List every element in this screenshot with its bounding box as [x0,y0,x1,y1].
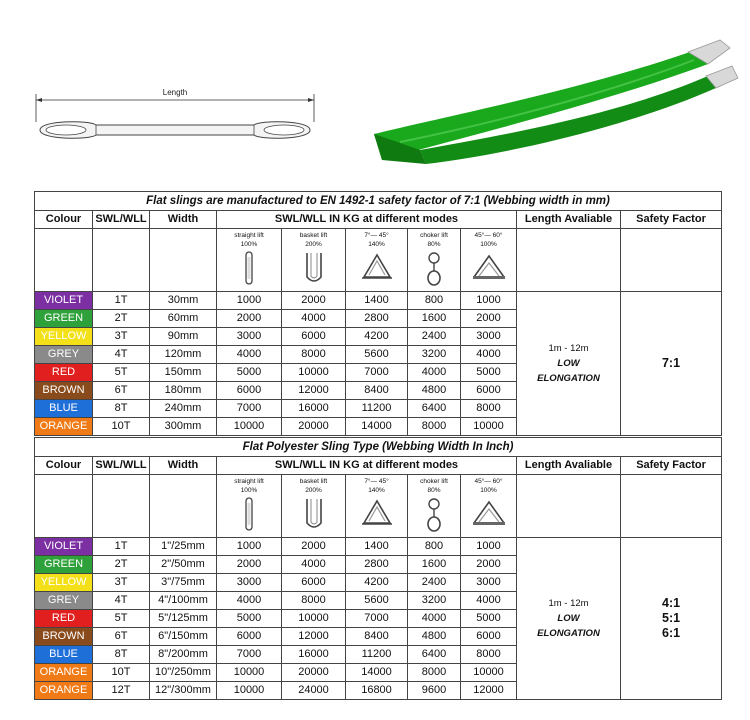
load-value-cell: 1400 [346,538,408,556]
header-modes: SWL/WLL IN KG at different modes [217,457,517,475]
load-value-cell: 14000 [346,418,408,436]
load-value-cell: 4000 [461,592,517,610]
load-value-cell: 5000 [461,610,517,628]
swl-cell: 12T [93,682,150,700]
load-value-cell: 3000 [461,574,517,592]
load-value-cell: 8000 [461,646,517,664]
mode-cell [346,229,408,292]
load-value-cell: 8400 [346,382,408,400]
load-value-cell: 5000 [461,364,517,382]
load-value-cell: 1000 [461,292,517,310]
green-sling-illustration [360,30,740,170]
safety-factor-cell [621,292,722,436]
swl-cell: 1T [93,292,150,310]
mode-cell [282,229,346,292]
colour-cell: BROWN [35,382,93,400]
load-value-cell: 6000 [217,628,282,646]
swl-cell: 2T [93,310,150,328]
load-value-cell: 5600 [346,592,408,610]
colour-cell: ORANGE [35,664,93,682]
swl-cell: 10T [93,418,150,436]
colour-cell: ORANGE [35,682,93,700]
width-cell: 8"/200mm [150,646,217,664]
blank-cell [517,229,621,292]
colour-cell: VIOLET [35,292,93,310]
spec-table-inch [34,437,722,700]
mode-percent: 80% [427,241,441,248]
load-value-cell: 5000 [217,364,282,382]
blank-cell [35,475,93,538]
mode-percent: 200% [305,241,322,248]
width-cell: 4"/100mm [150,592,217,610]
header-colour: Colour [35,211,93,229]
lift-mode-icon [461,251,516,281]
swl-cell: 5T [93,364,150,382]
swl-cell: 1T [93,538,150,556]
load-value-cell: 4000 [282,310,346,328]
length-range: 1m - 12m [548,343,589,354]
safety-factor-value: 7:1 [661,356,681,370]
header-safety: Safety Factor [621,211,722,229]
spec-table-mm [34,191,722,436]
load-value-cell: 6000 [461,382,517,400]
load-value-cell: 2000 [217,310,282,328]
load-value-cell: 1000 [461,538,517,556]
width-cell: 10"/250mm [150,664,217,682]
lift-mode-icon [408,251,460,287]
load-value-cell: 1400 [346,292,408,310]
load-value-cell: 4000 [282,556,346,574]
width-cell: 5"/125mm [150,610,217,628]
load-value-cell: 4000 [461,346,517,364]
blank-cell [621,229,722,292]
load-value-cell: 7000 [346,610,408,628]
colour-cell: GREY [35,592,93,610]
load-value-cell: 8000 [282,592,346,610]
mode-percent: 140% [368,487,385,494]
width-cell: 30mm [150,292,217,310]
load-value-cell: 6000 [282,574,346,592]
swl-cell: 10T [93,664,150,682]
length-note-elongation: ELONGATION [537,628,600,639]
length-range: 1m - 12m [548,598,589,609]
load-value-cell: 4200 [346,574,408,592]
table-title: Flat slings are manufactured to EN 1492-1 safety factor of 7:1 (Webbing width in mm) [35,192,722,211]
width-cell: 150mm [150,364,217,382]
header-safety: Safety Factor [621,457,722,475]
swl-cell: 6T [93,628,150,646]
mode-cell [461,475,517,538]
colour-cell: GREEN [35,556,93,574]
load-value-cell: 16000 [282,646,346,664]
mode-name: 45°— 60° [474,232,503,239]
load-value-cell: 4200 [346,328,408,346]
header-width: Width [150,457,217,475]
colour-cell: BLUE [35,400,93,418]
table-row [35,292,722,310]
load-value-cell: 2800 [346,310,408,328]
load-value-cell: 1000 [217,292,282,310]
load-value-cell: 2000 [282,292,346,310]
load-value-cell: 24000 [282,682,346,700]
colour-cell: RED [35,610,93,628]
lift-mode-icon [408,497,460,533]
mode-name: 7°— 45° [364,478,389,485]
colour-cell: BLUE [35,646,93,664]
colour-cell: YELLOW [35,328,93,346]
swl-cell: 5T [93,610,150,628]
lift-mode-icon [217,251,281,285]
load-value-cell: 5000 [217,610,282,628]
sling-length-diagram [30,82,320,152]
load-value-cell: 11200 [346,646,408,664]
load-value-cell: 1600 [408,310,461,328]
header-length: Length Avaliable [517,211,621,229]
width-cell: 6"/150mm [150,628,217,646]
swl-cell: 3T [93,574,150,592]
swl-cell: 2T [93,556,150,574]
load-value-cell: 3200 [408,592,461,610]
blank-cell [517,475,621,538]
load-value-cell: 8000 [461,400,517,418]
load-value-cell: 3200 [408,346,461,364]
mode-name: 7°— 45° [364,232,389,239]
load-value-cell: 2000 [217,556,282,574]
length-note-low: LOW [557,613,580,624]
length-label: Length [162,88,188,97]
load-value-cell: 10000 [217,664,282,682]
header-swl: SWL/WLL [93,457,150,475]
colour-cell: ORANGE [35,418,93,436]
load-value-cell: 6000 [217,382,282,400]
load-value-cell: 14000 [346,664,408,682]
mode-cell [282,475,346,538]
swl-cell: 3T [93,328,150,346]
load-value-cell: 20000 [282,418,346,436]
load-value-cell: 800 [408,292,461,310]
mode-name: choker lift [420,232,448,239]
blank-cell [93,475,150,538]
load-value-cell: 20000 [282,664,346,682]
swl-cell: 8T [93,400,150,418]
load-value-cell: 10000 [217,682,282,700]
safety-factor-value: 4:1 [662,596,681,610]
mode-cell [408,475,461,538]
colour-cell: GREY [35,346,93,364]
load-value-cell: 800 [408,538,461,556]
load-value-cell: 6400 [408,400,461,418]
header-swl: SWL/WLL [93,211,150,229]
colour-cell: BROWN [35,628,93,646]
load-value-cell: 7000 [346,364,408,382]
blank-cell [621,475,722,538]
table-row [35,538,722,556]
mode-cell [346,475,408,538]
load-value-cell: 16000 [282,400,346,418]
load-value-cell: 4000 [408,364,461,382]
lift-mode-icon [217,497,281,531]
blank-cell [93,229,150,292]
length-available-cell [517,292,621,436]
load-value-cell: 3000 [217,574,282,592]
length-note-low: LOW [557,358,580,369]
load-value-cell: 7000 [217,646,282,664]
blank-cell [150,475,217,538]
load-value-cell: 8000 [282,346,346,364]
load-value-cell: 4800 [408,628,461,646]
mode-percent: 100% [240,241,258,248]
lift-mode-icon [461,497,516,527]
load-value-cell: 6000 [282,328,346,346]
mode-percent: 80% [427,487,441,494]
load-value-cell: 7000 [217,400,282,418]
lift-mode-icon [282,497,345,531]
load-value-cell: 9600 [408,682,461,700]
table-title: Flat Polyester Sling Type (Webbing Width In Inch) [35,438,722,457]
load-value-cell: 12000 [282,628,346,646]
width-cell: 90mm [150,328,217,346]
safety-factor-value: 6:1 [662,626,681,640]
mode-name: choker lift [420,478,448,485]
load-value-cell: 10000 [461,664,517,682]
load-value-cell: 10000 [282,610,346,628]
mode-cell [217,475,282,538]
safety-factor-cell [621,538,722,700]
header-modes: SWL/WLL IN KG at different modes [217,211,517,229]
colour-cell: YELLOW [35,574,93,592]
load-value-cell: 10000 [217,418,282,436]
lift-mode-icon [282,251,345,285]
header-colour: Colour [35,457,93,475]
mode-percent: 100% [480,487,497,494]
width-cell: 300mm [150,418,217,436]
blank-cell [35,229,93,292]
load-value-cell: 12000 [461,682,517,700]
load-value-cell: 3000 [217,328,282,346]
load-value-cell: 2400 [408,574,461,592]
load-value-cell: 2000 [461,310,517,328]
mode-name: straight lift [234,478,264,485]
width-cell: 120mm [150,346,217,364]
length-note-elongation: ELONGATION [537,373,600,384]
width-cell: 2"/50mm [150,556,217,574]
load-value-cell: 11200 [346,400,408,418]
width-cell: 3"/75mm [150,574,217,592]
mode-cell [408,229,461,292]
load-value-cell: 8000 [408,664,461,682]
load-value-cell: 2800 [346,556,408,574]
safety-factor-value: 5:1 [662,611,681,625]
width-cell: 12"/300mm [150,682,217,700]
swl-cell: 4T [93,346,150,364]
colour-cell: GREEN [35,310,93,328]
swl-cell: 8T [93,646,150,664]
load-value-cell: 16800 [346,682,408,700]
width-cell: 60mm [150,310,217,328]
mode-percent: 100% [240,487,258,494]
load-value-cell: 1000 [217,538,282,556]
width-cell: 240mm [150,400,217,418]
load-value-cell: 4800 [408,382,461,400]
load-value-cell: 2400 [408,328,461,346]
header-length: Length Avaliable [517,457,621,475]
mode-cell [217,229,282,292]
load-value-cell: 2000 [461,556,517,574]
load-value-cell: 5600 [346,346,408,364]
load-value-cell: 3000 [461,328,517,346]
load-value-cell: 10000 [282,364,346,382]
width-cell: 1"/25mm [150,538,217,556]
load-value-cell: 10000 [461,418,517,436]
mode-name: 45°— 60° [474,478,503,485]
load-value-cell: 6000 [461,628,517,646]
mode-name: straight lift [234,232,264,239]
load-value-cell: 1600 [408,556,461,574]
header-width: Width [150,211,217,229]
mode-cell [461,229,517,292]
blank-cell [150,229,217,292]
load-value-cell: 2000 [282,538,346,556]
load-value-cell: 4000 [217,346,282,364]
swl-cell: 4T [93,592,150,610]
load-value-cell: 8400 [346,628,408,646]
lift-mode-icon [346,251,407,281]
mode-percent: 100% [480,241,497,248]
load-value-cell: 4000 [408,610,461,628]
mode-percent: 140% [368,241,385,248]
mode-name: basket lift [299,232,328,239]
colour-cell: VIOLET [35,538,93,556]
mode-name: basket lift [299,478,328,485]
mode-percent: 200% [305,487,322,494]
lift-mode-icon [346,497,407,527]
load-value-cell: 8000 [408,418,461,436]
colour-cell: RED [35,364,93,382]
swl-cell: 6T [93,382,150,400]
width-cell: 180mm [150,382,217,400]
load-value-cell: 12000 [282,382,346,400]
load-value-cell: 6400 [408,646,461,664]
length-available-cell [517,538,621,700]
load-value-cell: 4000 [217,592,282,610]
